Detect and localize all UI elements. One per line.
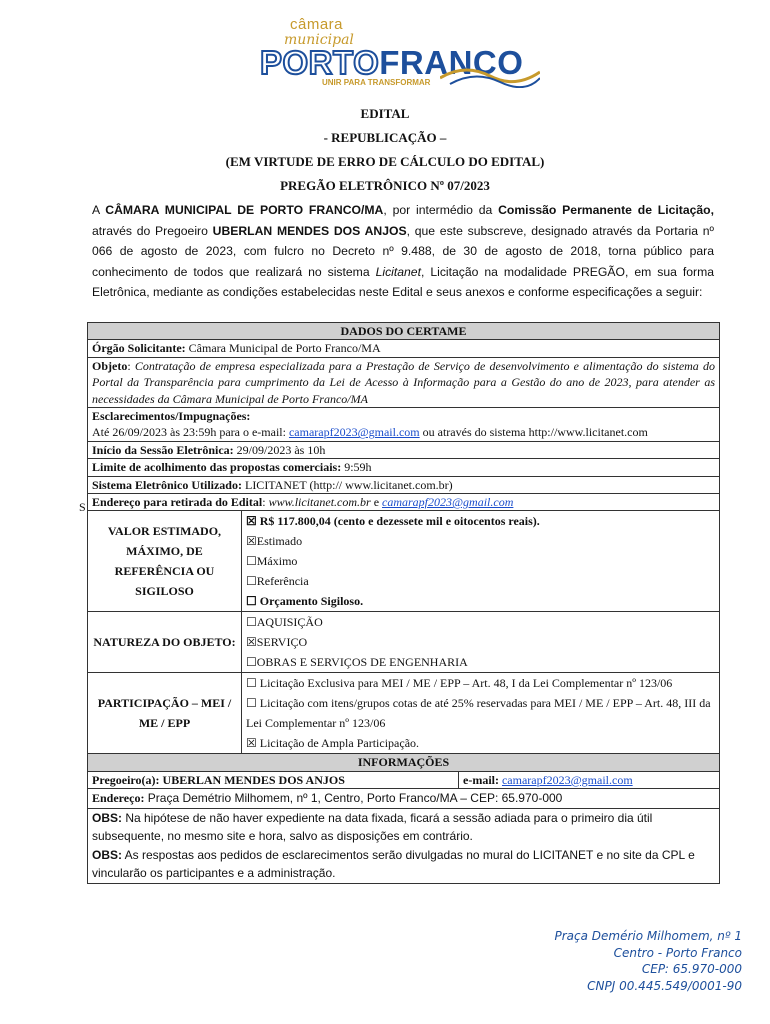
valor-option[interactable]: ☐Máximo: [246, 554, 298, 569]
endereco-row: Endereço: Praça Demétrio Milhomem, nº 1, Centro, Porto Franco/MA – CEP: 65.970-000: [88, 789, 720, 809]
valor-option[interactable]: ☐Referência: [246, 574, 309, 589]
logo-wave-icon: [440, 58, 540, 88]
title-republicacao: - REPUBLICAÇÃO –: [323, 130, 447, 145]
footer-line: Praça Demério Milhomem, nº 1: [554, 929, 742, 943]
footer-line: CEP: 65.970-000: [641, 962, 742, 976]
valor-label: VALOR ESTIMADO, MÁXIMO, DE REFERÊNCIA OU SIGILOSO: [88, 511, 242, 612]
valor-option[interactable]: ☐ Orçamento Sigiloso.: [246, 594, 364, 609]
endereco-edital-row: Endereço para retirada do Edital: www.licitanet.com.br e camarapf2023@gmail.com: [88, 494, 720, 511]
footer-line: CNPJ 00.445.549/0001-90: [587, 978, 742, 993]
informacoes-header: INFORMAÇÕES: [88, 754, 720, 771]
logo-municipal-text: municipal: [284, 32, 354, 48]
title-edital: EDITAL: [360, 106, 410, 121]
participacao-option[interactable]: ☒ Licitação de Ampla Participação.: [246, 736, 420, 751]
objeto-row: Objeto: Contratação de empresa especializada para a Prestação de Serviço de desenvolvimento e alimentação do sistema do Portal da Transparência para cumprimento da Lei de Acesso à Informação para a Gestão do ano de 2023, para atender as necessidades da Câmara Municipal de Porto Franco/MA: [88, 357, 720, 407]
natureza-option[interactable]: ☒SERVIÇO: [246, 635, 308, 650]
participacao-label: PARTICIPAÇÃO – MEI / ME / EPP: [88, 673, 242, 754]
esclarecimentos-email-link[interactable]: camarapf2023@gmail.com: [288, 425, 420, 440]
footer-line: Centro - Porto Franco: [613, 945, 742, 960]
valor-option[interactable]: ☒ R$ 117.800,04 (cento e dezessete mil e oitocentos reais).: [246, 514, 540, 529]
inicio-row: Início da Sessão Eletrônica: 29/09/2023 às 10h: [88, 441, 720, 458]
logo-tagline: UNIR PARA TRANSFORMAR: [322, 78, 431, 87]
intro-paragraph: A CÂMARA MUNICIPAL DE PORTO FRANCO/MA, por intermédio da Comissão Permanente de Licitação, através do Pregoeiro UBERLAN MENDES DOS ANJOS, que este subscreve, designado através da Portaria nº 066 de agosto de 2023, com fulcro no Decreto nº 9.488, de 30 de agosto de 2018, torna público para conhecimento de todos que realizará no sistema Licitanet, Licitação na modalidade PREGÃO, em sua forma Eletrônica, mediante as condições estabelecidas neste Edital e seus anexos e conforme especificações a seguir:: [92, 203, 715, 300]
title-erro-calculo: (EM VIRTUDE DE ERRO DE CÁLCULO DO EDITAL): [225, 154, 545, 169]
logo-camara-text: câmara: [290, 16, 344, 33]
valor-option[interactable]: ☒Estimado: [246, 534, 303, 549]
participacao-option[interactable]: ☐ Licitação Exclusiva para MEI / ME / EPP – Art. 48, I da Lei Complementar nº 123/06: [246, 676, 673, 691]
stray-letter: S: [79, 500, 86, 514]
participacao-option[interactable]: ☐ Licitação com itens/grupos cotas de até 25% reservadas para MEI / ME / EPP – Art. 48, III da Lei Complementar nº 123/06: [246, 696, 711, 731]
title-pregao: PREGÃO ELETRÔNICO Nº 07/2023: [280, 178, 490, 193]
natureza-options: [242, 612, 720, 673]
dados-header: DADOS DO CERTAME: [88, 323, 720, 340]
footer-address: [555, 928, 742, 994]
pregoeiro-email-cell: e-mail: camarapf2023@gmail.com: [463, 772, 633, 787]
orgao-row: Órgão Solicitante: Câmara Municipal de Porto Franco/MA: [88, 340, 720, 357]
certame-table: [87, 322, 720, 884]
natureza-label: NATUREZA DO OBJETO:: [88, 612, 242, 673]
camara-logo: [0, 8, 770, 100]
participacao-options: [242, 673, 720, 754]
logo-porto-text: PORTO: [260, 44, 380, 81]
limite-row: Limite de acolhimento das propostas comerciais: 9:59h: [88, 459, 720, 476]
pregoeiro-cell: Pregoeiro(a): UBERLAN MENDES DOS ANJOS: [88, 772, 459, 788]
natureza-option[interactable]: ☐OBRAS E SERVIÇOS DE ENGENHARIA: [246, 655, 468, 670]
natureza-option[interactable]: ☐AQUISIÇÃO: [246, 615, 323, 630]
sistema-row: Sistema Eletrônico Utilizado: LICITANET (http:// www.licitanet.com.br): [88, 476, 720, 493]
logo-franco-text: FRANCO: [379, 44, 524, 81]
obs-row: OBS: Na hipótese de não haver expediente na data fixada, ficará a sessão adiada para o primeiro dia útil subsequente, no mesmo site e hora, salvo as disposições em contrário. OBS: As respostas aos pedidos de esclarecimentos serão divulgadas no mural do LICITANET e no site da CPL e vincularão os participantes e a administração.: [88, 808, 720, 883]
esclarecimentos-row: Esclarecimentos/Impugnações: Até 26/09/2023 às 23:59h para o e-mail: camarapf2023@gmail.com ou através do sistema http://www.licitanet.com: [88, 408, 720, 442]
valor-options: [242, 511, 720, 612]
pregoeiro-email-link[interactable]: camarapf2023@gmail.com: [501, 772, 633, 787]
pregoeiro-row: [88, 771, 720, 788]
endereco-email-link[interactable]: camarapf2023@gmail.com: [382, 495, 514, 510]
